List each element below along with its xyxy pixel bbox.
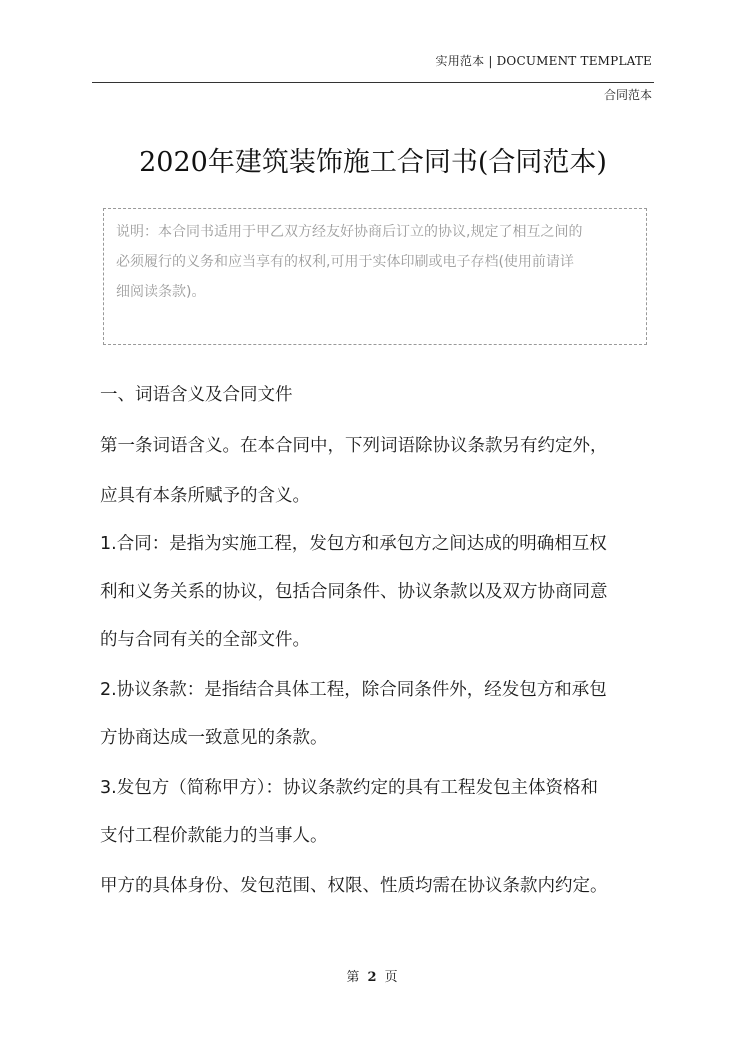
page-header-top: 实用范本 | DOCUMENT TEMPLATE xyxy=(435,54,652,68)
body-line: 支付工程价款能力的当事人。 xyxy=(100,826,328,846)
footer-suffix: 页 xyxy=(384,970,398,985)
note-line: 说明：本合同书适用于甲乙双方经友好协商后订立的协议,规定了相互之间的 xyxy=(116,224,583,240)
body-line: 方协商达成一致意见的条款。 xyxy=(100,728,328,748)
body-line: 1.合同：是指为实施工程，发包方和承包方之间达成的明确相互权 xyxy=(100,534,607,554)
body-line: 应具有本条所赋予的含义。 xyxy=(100,486,310,506)
header-divider xyxy=(92,82,654,83)
footer-prefix: 第 xyxy=(346,970,360,985)
page-header-sub: 合同范本 xyxy=(603,88,652,102)
page-number: 2 xyxy=(367,970,377,985)
body-line: 的与合同有关的全部文件。 xyxy=(100,630,310,650)
note-box xyxy=(103,208,647,345)
note-line: 细阅读条款)。 xyxy=(116,284,206,300)
body-line: 甲方的具体身份、发包范围、权限、性质均需在协议条款内约定。 xyxy=(100,876,608,896)
section-heading: 一、词语含义及合同文件 xyxy=(100,385,293,405)
document-title: 2020年建筑装饰施工合同书(合同范本) xyxy=(139,147,607,178)
note-line: 必须履行的义务和应当享有的权利,可用于实体印刷或电子存档(使用前请详 xyxy=(116,254,574,270)
body-line: 3.发包方（简称甲方）：协议条款约定的具有工程发包主体资格和 xyxy=(100,778,598,798)
body-line: 2.协议条款：是指结合具体工程，除合同条件外，经发包方和承包 xyxy=(100,680,607,700)
page-footer xyxy=(0,966,744,985)
body-line: 第一条词语含义。在本合同中，下列词语除协议条款另有约定外， xyxy=(100,436,608,456)
body-line: 利和义务关系的协议，包括合同条件、协议条款以及双方协商同意 xyxy=(100,582,608,602)
